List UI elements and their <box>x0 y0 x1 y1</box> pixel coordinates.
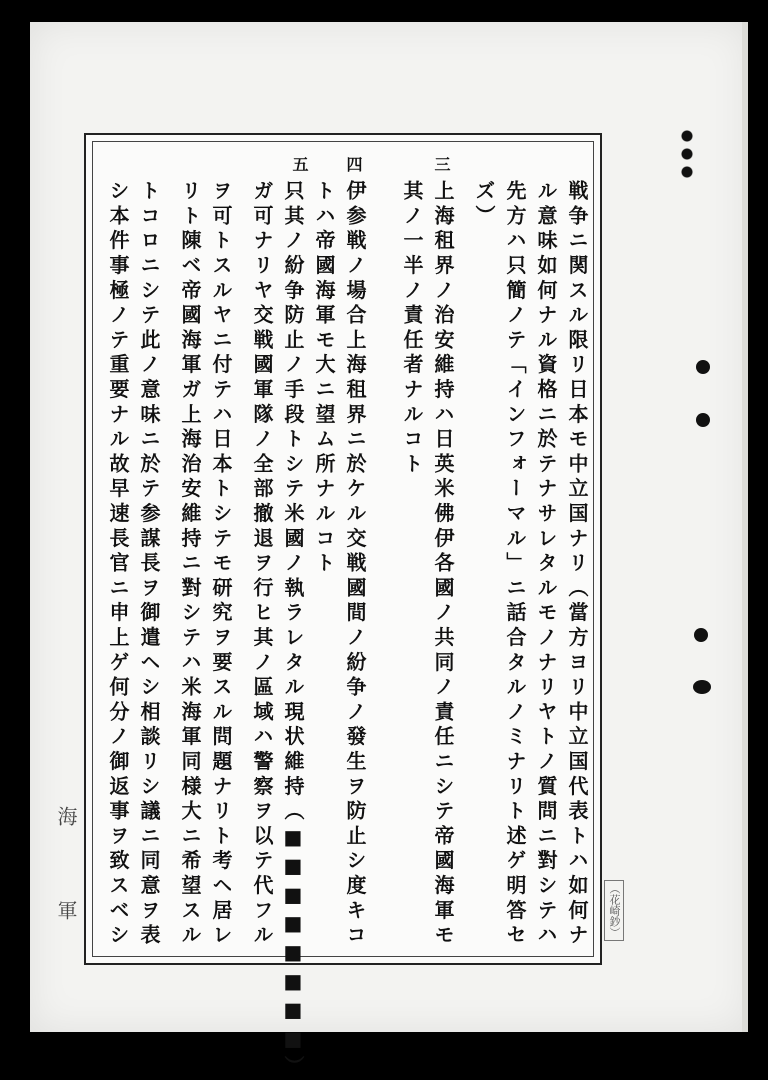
text-column-13: トコロニシテ此ノ意味ニ於テ参謀長ヲ御遣ヘシ相談リシ議ニ同意ヲ表 <box>137 180 161 949</box>
item-number-4: 四 <box>344 156 363 172</box>
text-column-5: 上海租界ノ治安維持ハ日英米佛伊各國ノ共同ノ責任ニシテ帝國海軍モ <box>431 180 455 949</box>
page-edge <box>742 22 748 1032</box>
punch-hole-4 <box>693 680 711 694</box>
text-column-14: シ本件事極ノテ重要ナル故早速長官ニ申上ゲ何分ノ御返事ヲ致スベシ <box>106 180 130 949</box>
margin-label-top: 海 <box>54 806 78 826</box>
text-column-9: 只其ノ紛争防止ノ手段トシテ米國ノ執ラレタル現状維持（■■■■■■■■） <box>281 180 305 1080</box>
margin-label-bottom: 軍 <box>54 900 78 920</box>
text-column-10: ガ可ナリヤ交戦國軍隊ノ全部撤退ヲ行ヒ其ノ區域ハ警察ヲ以テ代フル <box>250 180 274 949</box>
text-column-1: 戦争ニ関スル限リ日本モ中立国ナリ（當方ヨリ中立国代表トハ如何ナ <box>565 180 589 949</box>
item-number-3: 三 <box>432 156 451 172</box>
binding-mark <box>680 128 694 180</box>
text-column-3: 先方ハ只簡ノテ「インフォーマル」ニ話合タルノミナリト述ゲ明答セ <box>503 180 527 949</box>
text-column-6: 其ノ一半ノ責任者ナルコト <box>400 180 424 478</box>
stamp-label: （花崎鈔） <box>604 880 624 941</box>
text-column-4: ズ） <box>472 180 496 230</box>
item-number-5: 五 <box>290 156 309 172</box>
punch-hole-1 <box>696 360 710 374</box>
text-column-2: ル意味如何ナル資格ニ於テナサレタルモノナリヤトノ質問ニ對シテハ <box>534 180 558 949</box>
text-column-12: リト陳ベ帝國海軍ガ上海治安維持ニ對シテハ米海軍同様大ニ希望スル <box>178 180 202 949</box>
text-column-8: トハ帝國海軍モ大ニ望ム所ナルコト <box>312 180 336 577</box>
punch-hole-2 <box>696 413 710 427</box>
text-column-7: 伊参戦ノ場合上海租界ニ於ケル交戦國間ノ紛争ノ發生ヲ防止シ度キコ <box>343 180 367 949</box>
punch-hole-3 <box>694 628 708 642</box>
text-column-11: ヲ可トスルヤニ付テハ日本トシテモ研究ヲ要スル問題ナリト考ヘ居レ <box>209 180 233 949</box>
